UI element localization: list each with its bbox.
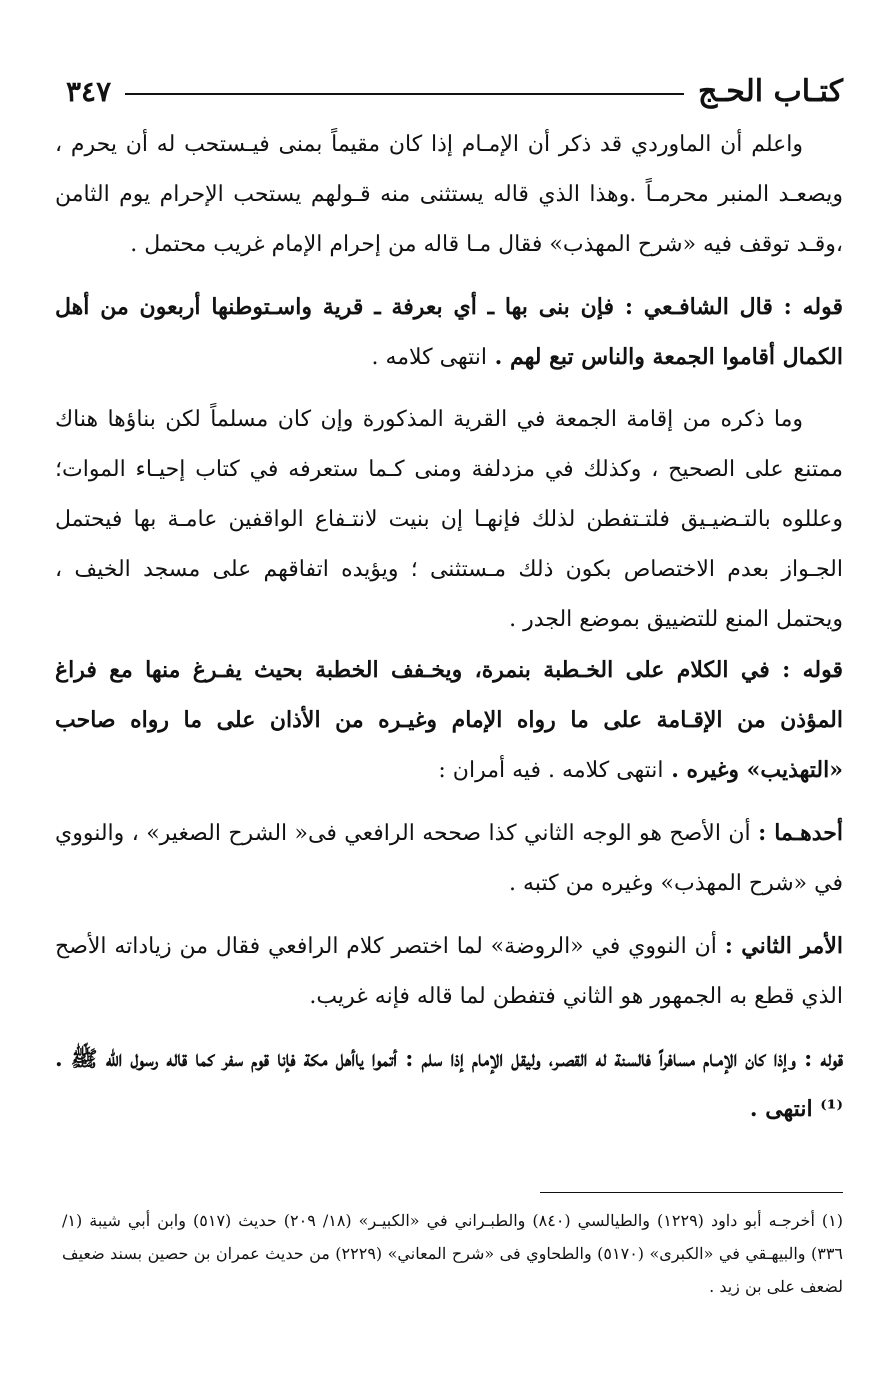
paragraph-jumuah: وما ذكره من إقامة الجمعة في القرية المذكورة وإن كان مسلماً لكن بناؤها هناك ممتنع على الصحيح ، وكذلك في مزدلفة ومنى كـما ستعرفه في كتاب إحيـاء الموات؛ وعللوه بالتـضيـيق فلتـتفطن لذلك فإنهـا إن بنيت لانتـفاع الواقفين عامـة بها فيحتمل الجـواز بعدم الاختصاص بكون ذلك مـستثنى ؛ ويؤيده اتفاقهم على مسجد الخيف ، ويحتمل المنع للتضييق بموضع الجدر . (55, 407, 843, 632)
paragraph-mawardi: واعلم أن الماوردي قد ذكر أن الإمـام إذا كان مقيماً بمنى فيـستحب له أن يحرم ، ويصعـد المنبر محرمـاً .وهذا الذي قاله يستثنى منه قـولهم يستحب الإحرام يوم الثامن ،وقـد توقف فيه «شرح المهذب» فقال مـا قاله من إحرام الإمام غريب محتمل . (55, 132, 843, 257)
quote-tail: انتهى كلامه . (371, 345, 487, 370)
footnotes (62, 1204, 843, 1303)
quote-text: قوله : وإذا كان الإمـام مسافراً فالسنة له القصـر، وليقل الإمام إذا سلم : أتموا ياأهل مكة فإنا قوم سفر كما قاله رسول الله ﷺ .⁽¹⁾ (55, 1046, 843, 1122)
footnote-1: (١) أخرجـه أبو داود (١٢٢٩) والطيالسي (٨٤٠) والطبـراني في «الكبيـر» (١٨/ ٢٠٩) حديث (٥١٧) وابن أبي شيبة (١/ ٣٣٦) والبيهـقي في «الكبرى» (٥١٧٠) والطحاوي فى «شرح المعاني» (٢٢٢٩) من حديث عمران بن حصين بسند ضعيف لضعف على بن زيد . (62, 1211, 843, 1296)
paragraph-first-matter (55, 808, 843, 909)
paragraph-lead: أحدهـما : (758, 820, 843, 846)
quote-tail: انتهى كلامه . فيه أمران : (438, 758, 664, 783)
page-number: ٣٤٧ (66, 74, 112, 108)
paragraph-text: أن النووي في «الروضة» لما اختصر كلام الرافعي فقال من زياداته الأصح الذي قطع به الجمهور هو الثاني فتفطن لما قاله فإنه غريب. (55, 934, 843, 1009)
header-rule (125, 93, 684, 95)
chapter-title: كتـاب الحـج (698, 73, 843, 109)
running-header (66, 70, 843, 112)
quote-text: قوله : قال الشافـعي : فإن بنى بها ـ أي بعرفة ـ قرية واسـتوطنها أربعون من أهل الكمال أقاموا الجمعة والناس تبع لهم . (55, 294, 843, 370)
footnote-rule (540, 1192, 843, 1193)
quote-tail: انتهى . (749, 1096, 813, 1122)
quote-text: قوله : في الكلام على الخـطبة بنمرة، ويخـفف الخطبة بحيث يفـرغ منها مع فراغ المؤذن من الإقـامة على ما رواه الإمام وغيـره من الأذان على ما رواه صاحب «التهذيب» وغيره . (55, 657, 843, 783)
quote-traveler-imam (55, 1034, 843, 1134)
paragraph-text: أن الأصح هو الوجه الثاني كذا صححه الرافعي فى« الشرح الصغير» ، والنووي في «شرح المهذب» وغيره من كتبه . (55, 821, 843, 896)
quote-khutbah (55, 645, 843, 796)
paragraph-lead: الأمر الثاني : (724, 933, 843, 959)
main-text (55, 120, 843, 1134)
quote-shafii (55, 282, 843, 383)
paragraph-second-matter (55, 921, 843, 1022)
